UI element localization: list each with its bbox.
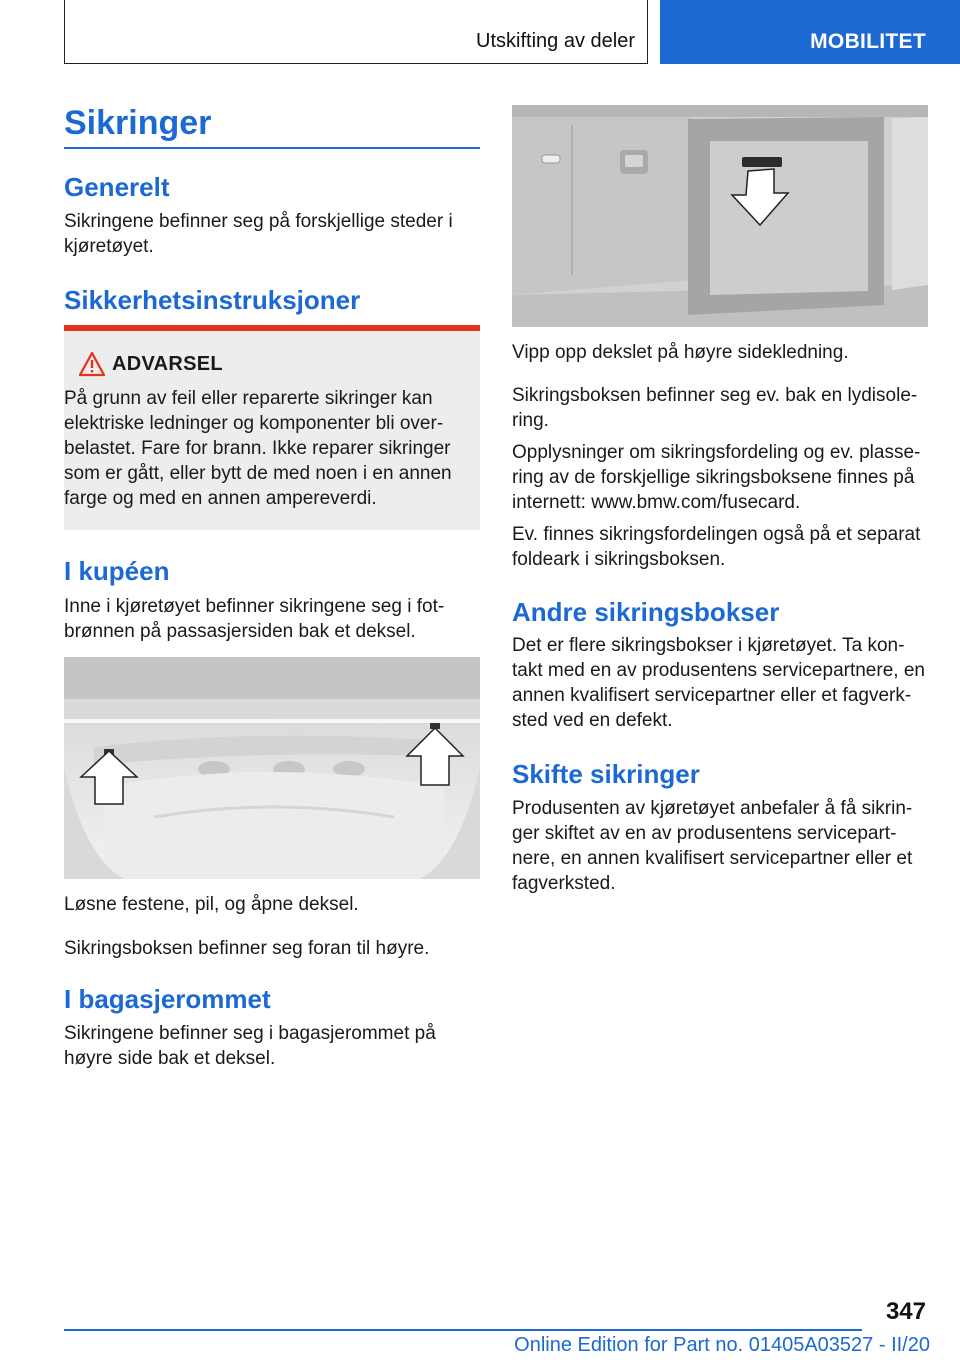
footer-edition: Online Edition for Part no. 01405A03527 - II/20 <box>514 1334 930 1356</box>
replace-fuses-text: Produsenten av kjøretøyet anbefaler å få sikrin-ger skiftet av en av produsentens servicepart-nere, en annen kvalifisert servicepartner eller et fagverksted. <box>512 798 913 894</box>
header-section-box <box>64 0 648 64</box>
heading-safety: Sikkerhetsinstruksjoner <box>64 285 361 315</box>
heading-general: Generelt <box>64 172 170 202</box>
trunk-caption: Vipp opp dekslet på høyre sidekledning. <box>512 342 849 363</box>
page-title: Sikringer <box>64 104 212 142</box>
header-section-title: Utskifting av deler <box>476 30 635 52</box>
title-divider <box>64 147 480 149</box>
header-chapter-title: MOBILITET <box>810 30 926 53</box>
other-boxes-text: Det er flere sikringsbokser i kjøretøyet. Ta kon-takt med en av produsentens servicepartnere, en annen kvalifisert servicepartner eller et fagverk-sted ved en defekt. <box>512 635 925 731</box>
cabin-text: Inne i kjøretøyet befinner sikringene seg i fot-brønnen på passasjersiden bak et deksel. <box>64 596 445 642</box>
cabin-note: Sikringsboksen befinner seg foran til høyre. <box>64 938 430 959</box>
header-chapter-box <box>660 0 960 64</box>
warning-label: ADVARSEL <box>112 353 223 375</box>
general-text: Sikringene befinner seg på forskjellige steder i kjøretøyet. <box>64 211 453 257</box>
heading-cabin: I kupéen <box>64 556 170 586</box>
warning-triangle-icon <box>78 351 106 377</box>
trunk-text: Sikringene befinner seg i bagasjerommet på høyre side bak et deksel. <box>64 1023 436 1069</box>
heading-trunk: I bagasjerommet <box>64 984 271 1014</box>
right-para-2: Opplysninger om sikringsfordeling og ev. plasse-ring av de forskjellige sikringsboksene finnes på internett: www.bmw.com/fusecard. <box>512 442 921 513</box>
right-para-1: Sikringsboksen befinner seg ev. bak en lydisole-ring. <box>512 385 918 431</box>
warning-text: På grunn av feil eller reparerte sikringer kan elektriske ledninger og komponenter bli over-belastet. Fare for brann. Ikke reparer sikringer som er gått, eller bytt de med noen i en annen farge og med en annen ampereverdi. <box>64 388 452 509</box>
heading-replace-fuses: Skifte sikringer <box>512 759 700 789</box>
footwell-cover-image <box>64 657 480 879</box>
heading-other-boxes: Andre sikringsbokser <box>512 597 780 627</box>
cabin-caption: Løsne festene, pil, og åpne deksel. <box>64 894 359 915</box>
trunk-side-panel-image <box>512 105 928 327</box>
warning-box <box>64 331 480 530</box>
page-number: 347 <box>885 1298 926 1325</box>
footer-divider <box>64 1329 862 1331</box>
right-para-3: Ev. finnes sikringsfordelingen også på et separat foldeark i sikringsboksen. <box>512 524 921 570</box>
